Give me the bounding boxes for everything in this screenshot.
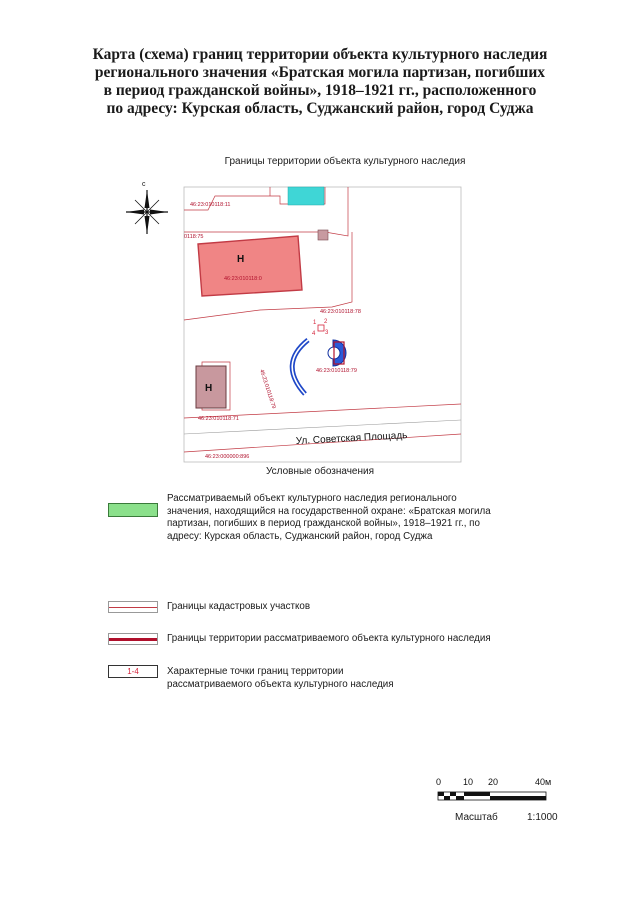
scale-tick: 40м: [535, 777, 552, 787]
point-label: 1: [313, 320, 317, 326]
scale-tick: 10: [463, 777, 474, 787]
street-label: Ул. Советская Площадь: [295, 430, 408, 447]
legend-text-line: Рассматриваемый объект культурного наследия регионального: [167, 493, 457, 504]
building-label: Н: [205, 383, 213, 394]
building-cyan: [288, 187, 324, 205]
legend-swatch-cadastral: [108, 601, 158, 613]
scale-bar: [430, 776, 570, 808]
legend-item-heritage-boundary: [167, 633, 491, 646]
building-label: Н: [237, 254, 245, 265]
legend-swatch-heritage-boundary: [108, 633, 158, 645]
scale-caption: Масштаб: [455, 812, 498, 823]
north-label: с: [142, 181, 146, 188]
structure-small: [318, 230, 328, 240]
title-line: Карта (схема) границ территории объекта культурного наследия: [92, 46, 548, 63]
legend-text-line: рассматриваемого объекта культурного наследия: [167, 678, 394, 690]
street-line: [184, 420, 461, 434]
legend-text-line: адресу: Курская область, Суджанский район, город Суджа: [167, 530, 433, 542]
legend-points-label: 1-4: [127, 667, 139, 676]
scale-ratio: 1:1000: [527, 812, 558, 823]
document-title: [60, 46, 580, 118]
legend-item-heritage-object: [167, 493, 491, 543]
scale-tick: 20: [488, 777, 499, 787]
parcel-label: 46:23:010118:79: [316, 368, 357, 374]
scale-tick: 0: [436, 777, 442, 787]
point-label: 3: [325, 330, 329, 336]
title-line: регионального значения «Братская могила партизан, погибших: [94, 64, 546, 81]
point-label: 4: [312, 331, 316, 337]
parcel-label: 46:23:010118:79: [258, 368, 277, 410]
title-line: в период гражданской войны», 1918–1921 гг., расположенного: [103, 82, 537, 99]
legend-item-points: [167, 666, 394, 691]
legend-swatch-heritage-object: [108, 503, 158, 517]
boundary-point-marker: [318, 325, 324, 331]
legend-text-line: партизан, погибших в период гражданской войны», 1918–1921 гг., по: [167, 518, 480, 529]
map-caption: Границы территории объекта культурного наследия: [224, 156, 466, 167]
parcel-label: 46:23:010118:11: [190, 202, 231, 208]
north-arrow-icon: [126, 190, 168, 234]
building-large: [198, 236, 302, 296]
legend-swatch-points: [108, 665, 158, 678]
legend-text-line: значения, находящийся на государственной охране: «Братская могила: [167, 505, 491, 517]
cadastral-parcel-boundaries: [184, 187, 461, 452]
parcel-label: 46:23:010118:71: [198, 416, 239, 422]
point-label: 2: [324, 319, 328, 325]
parcel-label: 46:23:010118:0: [224, 276, 262, 282]
parcel-label: 46:23:000000:896: [205, 454, 250, 460]
parcel-label: 46:23:010118:78: [320, 309, 361, 315]
parcel-label: 0118:75: [184, 234, 204, 240]
legend-text-line: Границы территории рассматриваемого объекта культурного наследия: [167, 633, 491, 644]
legend-text-line: Границы кадастровых участков: [167, 601, 311, 612]
legend-text-line: Характерные точки границ территории: [167, 666, 344, 677]
title-line: по адресу: Курская область, Суджанский район, город Суджа: [106, 100, 534, 117]
cadastral-map: [120, 172, 470, 464]
legend-title: Условные обозначения: [265, 466, 375, 477]
legend-item-cadastral: [167, 601, 310, 614]
